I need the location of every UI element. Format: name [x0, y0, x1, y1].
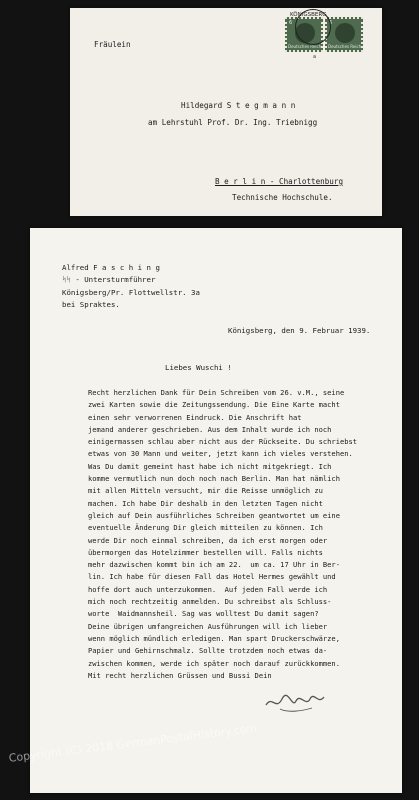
- letter-body-line: machen. Ich habe Dir deshalb in den letzten Tagen nicht: [88, 498, 323, 508]
- stamp-value: 6: [329, 20, 333, 26]
- place-date: Königsberg, den 9. Februar 1939.: [228, 326, 371, 335]
- letter-body-line: zwischen kommen, werde ich später noch darauf zurückkommen.: [88, 658, 340, 668]
- recipient-name: Hildegard S t e g m a n n: [181, 101, 296, 110]
- recipient-line2: am Lehrstuhl Prof. Dr. Ing. Triebnigg: [148, 118, 318, 127]
- recipient-city: [215, 177, 343, 186]
- sender-address: Königsberg/Pr. Flottwellstr. 3a: [62, 288, 200, 297]
- letter-body-line: gleich auf Dein ausführliches Schreiben geantwortet um eine: [88, 510, 340, 520]
- letter-body-line: einen sehr verworrenen Eindruck. Die Anschrift hat: [88, 412, 302, 422]
- letter-body-line: eventuelle Änderung Dir gleich mitteilen zu können. Ich: [88, 523, 323, 533]
- letter-body-line: zwei Karten sowie die Zeitungssendung. Die Eine Karte macht: [88, 400, 340, 410]
- recipient-line4: Technische Hochschule.: [232, 193, 333, 202]
- letter-body-line: übermorgen das Hotelzimmer bestellen will. Falls nichts: [88, 547, 323, 557]
- envelope-salutation: Fräulein: [94, 40, 131, 49]
- letter-body-line: hoffe dort auch unterzukommen. Auf jeden Fall werde ich: [88, 584, 328, 594]
- letter-body-line: wenn möglich mündlich erledigen. Man spart Druckerschwärze,: [88, 633, 340, 643]
- postmark-sub: a: [313, 54, 317, 60]
- letter-body-line: komme vermutlich nun doch noch nach Berlin. Man hat nämlich: [88, 474, 340, 484]
- postmark-text: KÖNIGSBERG: [290, 12, 327, 18]
- letter-body-line: werde Dir noch einmal schreiben, da ich erst morgen oder: [88, 535, 328, 545]
- letter-body-line: jemand anderer geschrieben. Aus dem Inhalt wurde ich noch: [88, 424, 332, 434]
- portrait-icon: [335, 23, 355, 43]
- letter-body: [88, 387, 408, 682]
- copyright-watermark: Copyright (C) 2018 GermanPostalHistory.com: [8, 721, 258, 765]
- sender-rank: ᛋᛋ - Untersturmführer: [62, 275, 156, 284]
- letter-body-line: Deine übrigen umfangreichen Ausführungen will ich lieber: [88, 621, 328, 631]
- greeting: Liebes Wuschi !: [165, 363, 232, 372]
- letter-body-line: mich noch rechtzeitig anmelden. Du schreibst als Schluss-: [88, 597, 332, 607]
- letter-body-line: etwas von 30 Mann und weiter, jetzt kann ich vieles verstehen.: [88, 449, 353, 459]
- letter-body-line: Was Du damit gemeint hast habe ich nicht mitgekriegt. Ich: [88, 461, 332, 471]
- letter-body-line: lin. Ich habe für diesen Fall das Hotel Hermes gewählt und: [88, 572, 336, 582]
- city-district: - Charlottenburg: [265, 177, 344, 186]
- stamp-value: 6: [289, 20, 293, 26]
- letter-body-line: Mit recht herzlichen Grüssen und Bussi Dein: [88, 670, 272, 680]
- handwritten-signature: [262, 687, 330, 717]
- letter-body-line: einigermassen schlau aber nicht aus der Rückseite. Du schriebst: [88, 437, 358, 447]
- city-berlin: B e r l i n: [215, 177, 266, 186]
- stamp-label: Deutsches Reich: [288, 44, 322, 49]
- letter-body-line: mit allen Mitteln versucht, mir die Reisse unmöglich zu: [88, 486, 323, 496]
- sender-name: Alfred F a s c h i n g: [62, 263, 160, 272]
- stamp-label: Deutsches Reich: [328, 44, 362, 49]
- letter-body-line: worte Waidmannsheil. Sag was wolltest Du damit sagen?: [88, 609, 319, 619]
- sender-address2: bei Spraktes.: [62, 300, 120, 309]
- letter-body-line: mehr dazwischen kommt bin ich am 22. um ca. 17 Uhr in Ber-: [88, 560, 340, 570]
- letter-body-line: Papier und Gehirnschmalz. Sollte trotzdem noch etwas da-: [88, 646, 328, 656]
- postage-stamp: [325, 17, 363, 52]
- letter-body-line: Recht herzlichen Dank für Dein Schreiben vom 26. v.M., seine: [88, 388, 345, 397]
